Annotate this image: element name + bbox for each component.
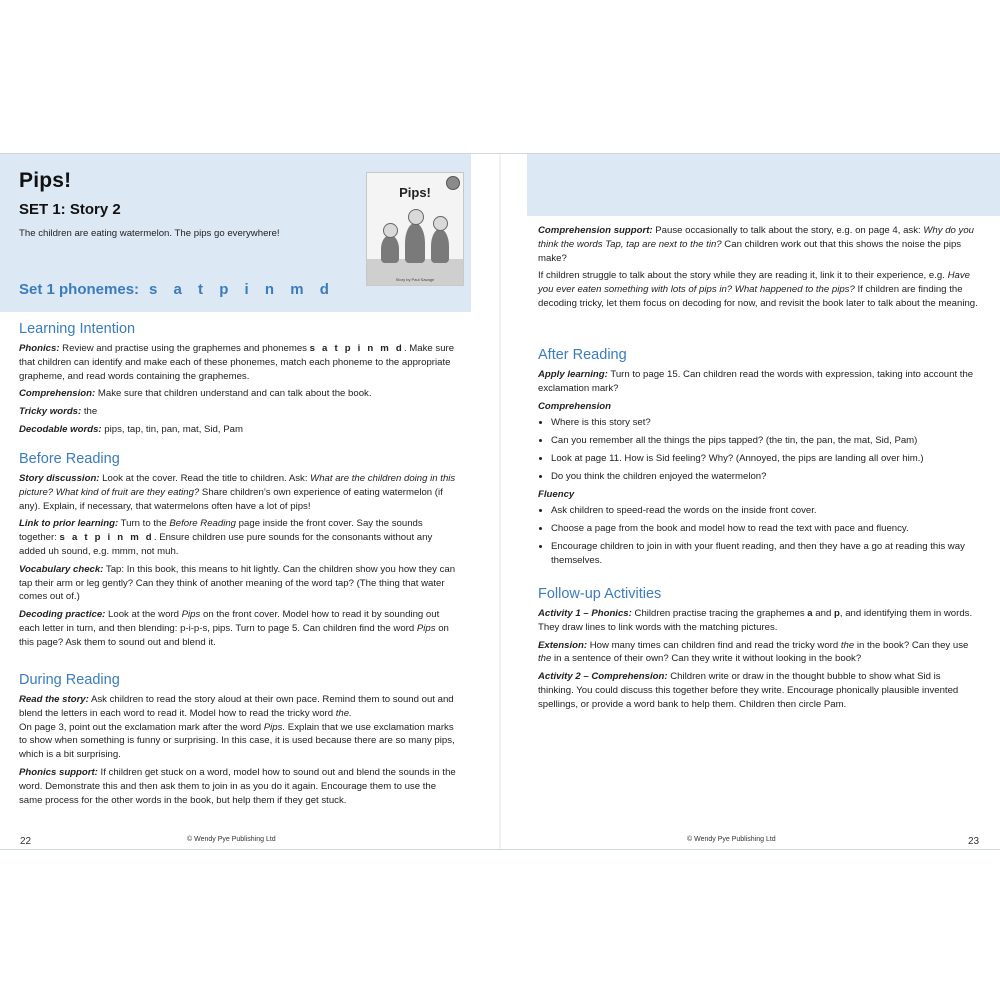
list-item: • Do you think the children enjoyed the watermelon?	[551, 470, 978, 484]
story-summary: The children are eating watermelon. The pips go everywhere!	[19, 228, 280, 239]
grapheme-a: a	[807, 608, 813, 619]
before-reading-body	[19, 472, 459, 654]
page-number: 22	[20, 836, 32, 847]
page-title: Pips!	[19, 169, 72, 192]
book-spread	[0, 153, 1000, 850]
phonics-graphemes: s a t p i n m d	[309, 343, 404, 354]
link-text-italic: Before Reading	[169, 518, 237, 530]
activity-1-text: and	[812, 608, 834, 619]
decoding-text-italic: Pips	[181, 609, 201, 621]
follow-up-body	[538, 607, 978, 716]
child-figure-icon	[381, 235, 399, 263]
read-story-paragraph	[19, 693, 459, 762]
copyright: © Wendy Pye Publishing Ltd	[187, 836, 276, 843]
learning-intention-heading: Learning Intention	[19, 321, 136, 337]
after-reading-body	[538, 368, 978, 572]
struggle-text: If children are finding the decoding tricky, let them focus on decoding for now, and revisit the book later to talk about the meaning.	[538, 284, 978, 309]
comprehension-label: Comprehension:	[19, 388, 96, 400]
comprehension-support-question: Why do you think the words Tap, tap are next to the tin?	[538, 225, 975, 250]
link-prior-learning-label: Link to prior learning:	[19, 518, 119, 530]
list-item: • Where is this story set?	[551, 416, 978, 430]
read-story-text: Explain that we use exclamation marks to show when something is funny or surprising. In this case, it is used because there are so many pips, which is a bit surprising.	[19, 721, 455, 761]
right-page	[501, 154, 1000, 849]
phonics-support-text: If children get stuck on a word, model how to sound out and blend the sounds in the word. Demonstrate this and then ask them to join in as you do it again. Encourage them to use the same process for the other words in the book, but help them if they get stuck.	[19, 766, 456, 806]
decoding-text: Look at the word	[105, 609, 182, 621]
page-number: 23	[968, 836, 980, 847]
tricky-words-paragraph	[19, 405, 459, 419]
tricky-words-label: Tricky words:	[19, 406, 82, 418]
tricky-words-text: the	[81, 406, 98, 418]
after-reading-heading: After Reading	[538, 347, 627, 363]
read-story-text: Ask children to read the story aloud at their own pace. Remind them to sound out and blend the letters in each word to read it. Model how to read the tricky word	[19, 694, 454, 719]
left-page	[0, 154, 499, 849]
fluency-list	[538, 504, 978, 567]
child-head-icon	[383, 223, 398, 238]
extension-text: in a sentence of their own? Can they write it without looking in the book?	[551, 653, 862, 665]
comprehension-list	[538, 416, 978, 483]
story-discussion-text: Look at the cover. Read the title to children. Ask:	[99, 473, 311, 484]
child-figure-icon	[405, 223, 425, 263]
comprehension-support-label: Comprehension support:	[538, 225, 653, 236]
activity-1-paragraph	[538, 607, 978, 635]
link-prior-learning-paragraph	[19, 517, 459, 558]
read-story-italic: Pips.	[263, 721, 286, 733]
activity-1-text: Children practise tracing the graphemes	[631, 608, 808, 619]
read-story-text: On page 3, point out the exclamation mark after the word	[19, 721, 264, 733]
decoding-text: on the front cover. Model how to read it by sounding out each letter in turn, and then blending: p-i-p-s, pips. Turn to page 5. Can children find the word	[19, 609, 440, 634]
read-story-italic: the.	[335, 707, 352, 719]
phonics-support-label: Phonics support:	[19, 766, 98, 778]
follow-up-heading: Follow-up Activities	[538, 586, 662, 602]
decoding-practice-label: Decoding practice:	[19, 609, 106, 621]
phonics-text: Review and practise using the graphemes and phonemes	[59, 343, 310, 354]
link-text: page inside the front cover. Say the sounds together:	[19, 518, 423, 544]
decoding-text: on this page? Ask them to sound out and blend it.	[19, 622, 449, 648]
phonics-paragraph	[19, 342, 459, 383]
apply-learning-text: Turn to page 15. Can children read the words with expression, taking into account the exclamation mark?	[538, 369, 974, 394]
link-graphemes: s a t p i n m d	[59, 532, 154, 544]
struggle-question: Have you ever eaten something with lots of pips in? What happened to the pips?	[538, 270, 970, 296]
list-item: • Encourage children to join in with your fluent reading, and then they have a go at reading this way themselves.	[551, 540, 978, 568]
phonics-label: Phonics:	[19, 343, 60, 354]
story-discussion-text: Share children’s own experience of eating watermelon (if any). Explain, if necessary, that watermelons often have a lot of pips!	[19, 486, 443, 512]
extension-italic: the	[538, 653, 552, 665]
fluency-subheading: Fluency	[538, 488, 575, 500]
cover-author: Story by Paul Savage	[395, 277, 435, 282]
decoding-text-italic: Pips	[416, 622, 436, 634]
extension-label: Extension:	[538, 639, 588, 651]
activity-1-text: , and identifying them in words. They draw lines to link words with the matching pictures.	[538, 608, 973, 633]
phonemes-list: s a t p i n m d	[149, 281, 335, 298]
phonics-support-paragraph	[19, 766, 459, 807]
activity-1-label: Activity 1 – Phonics:	[538, 608, 632, 619]
extension-text: How many times can children find and read the tricky word	[587, 639, 841, 651]
struggle-text: If children struggle to talk about the story while they are reading it, link it to their experience, e.g.	[538, 270, 948, 282]
header-band	[527, 154, 1000, 216]
extension-italic: the	[840, 639, 855, 651]
link-text: Turn to the	[118, 518, 170, 530]
during-reading-heading: During Reading	[19, 672, 120, 688]
struggle-paragraph	[538, 269, 978, 310]
during-reading-body	[19, 693, 459, 811]
apply-learning-label: Apply learning:	[538, 369, 608, 380]
comprehension-support-paragraph	[538, 224, 978, 265]
set-title: SET 1: Story 2	[19, 201, 121, 218]
activity-2-label: Activity 2 – Comprehension:	[538, 671, 668, 683]
comprehension-support-body	[538, 224, 978, 315]
learning-intention-body	[19, 342, 459, 441]
read-story-label: Read the story:	[19, 694, 89, 705]
decoding-practice-paragraph	[19, 608, 459, 649]
decodable-words-text: pips, tap, tin, pan, mat, Sid, Pam	[101, 423, 243, 435]
extension-paragraph	[538, 639, 978, 667]
child-head-icon	[433, 216, 448, 231]
decodable-words-paragraph	[19, 423, 459, 437]
before-reading-heading: Before Reading	[19, 451, 120, 467]
story-discussion-question: What are the children doing in this picture? What kind of fruit are they eating?	[19, 473, 456, 498]
comprehension-support-text: Can children work out that this shows the noise the pips make?	[538, 238, 962, 264]
phonics-text: . Make sure that children can identify and make each of these phonemes, match each phoneme to the appropriate grapheme, and read words containing the graphemes.	[19, 343, 455, 382]
book-cover-image	[366, 172, 464, 286]
copyright: © Wendy Pye Publishing Ltd	[687, 836, 776, 843]
list-item: • Ask children to speed-read the words on the inside front cover.	[551, 504, 978, 518]
story-discussion-paragraph	[19, 472, 459, 513]
comprehension-support-text: Pause occasionally to talk about the story, e.g. on page 4, ask:	[652, 225, 924, 236]
list-item: • Choose a page from the book and model how to read the text with pace and fluency.	[551, 522, 978, 536]
list-item: • Look at page 11. How is Sid feeling? Why? (Annoyed, the pips are landing all over him.)	[551, 452, 978, 466]
child-head-icon	[408, 209, 424, 225]
activity-2-text: Children write or draw in the thought bubble to show what Sid is thinking. You could discuss this together before they write. Encourage phonically plausible invented spellings, or provide a word bank to help them. Children then circle Pam.	[538, 671, 959, 710]
grapheme-p: p	[833, 608, 840, 619]
story-discussion-label: Story discussion:	[19, 473, 100, 484]
phonemes-heading-label: Set 1 phonemes:	[19, 281, 140, 298]
vocabulary-check-paragraph	[19, 563, 459, 604]
comprehension-subheading: Comprehension	[538, 400, 612, 412]
activity-2-paragraph	[538, 670, 978, 711]
decodable-words-label: Decodable words:	[19, 423, 102, 435]
link-text: . Ensure children use pure sounds for the consonants without any added uh sound, e.g. mmm, not muh.	[19, 532, 433, 557]
vocabulary-check-label: Vocabulary check:	[19, 563, 104, 575]
phonemes-heading	[19, 281, 335, 298]
child-figure-icon	[431, 229, 449, 263]
cover-title: Pips!	[399, 185, 431, 200]
extension-text: in the book? Can they use	[854, 639, 969, 651]
comprehension-text: Make sure that children understand and can talk about the book.	[95, 388, 372, 400]
list-item: • Can you remember all the things the pips tapped? (the tin, the pan, the mat, Sid, Pam)	[551, 434, 978, 448]
apply-learning-paragraph	[538, 368, 978, 396]
vocabulary-check-text: Tap: In this book, this means to hit lightly. Can the children show you how they can tap their arm or leg gently? Can they think of another meaning of the word tap? (The thing that water comes out of.)	[19, 563, 456, 603]
comprehension-paragraph	[19, 387, 459, 401]
